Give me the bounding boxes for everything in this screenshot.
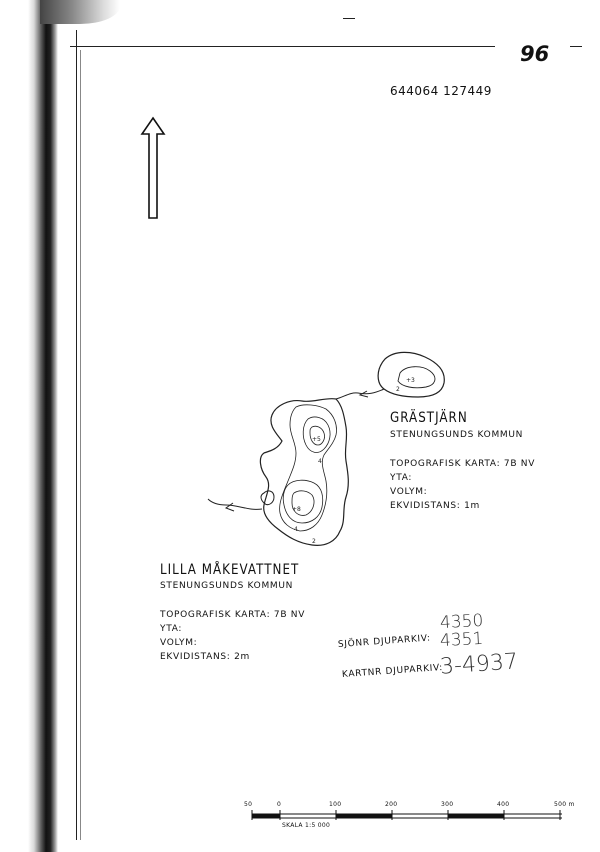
grastjarn-depth-label: 2 xyxy=(396,386,400,393)
right-dash-mark xyxy=(570,46,582,47)
grastjarn-depth-label: +3 xyxy=(406,377,415,384)
sjonr-value: 4350 xyxy=(439,610,484,634)
makevattnet-title: LILLA MÅKEVATTNET xyxy=(160,562,300,578)
makevattnet-info xyxy=(160,608,305,664)
makevattnet-depth-label: +5 xyxy=(312,436,321,443)
makevattnet-volume: VOLYM: xyxy=(160,638,198,648)
kartnr-value: 3-4937 xyxy=(439,649,519,680)
makevattnet-area: YTA: xyxy=(160,624,183,634)
scale-label: SKALA 1:5 000 xyxy=(282,822,331,829)
makevattnet-depth-label: +8 xyxy=(292,506,301,513)
scale-tick-label: 400 xyxy=(497,801,510,808)
frame-top-line xyxy=(70,46,495,47)
grastjarn-topo-map: TOPOGRAFISK KARTA: 7B NV xyxy=(390,459,536,469)
grastjarn-title: GRÄSTJÄRN xyxy=(390,410,468,426)
makevattnet-outlet-stream xyxy=(208,499,262,509)
grastjarn-area: YTA: xyxy=(390,473,413,483)
makevattnet-depth-label: 2 xyxy=(312,538,316,545)
page-number: 96 xyxy=(520,42,550,66)
scan-binding-edge xyxy=(28,0,58,852)
makevattnet-contour-interval: EKVIDISTANS: 2m xyxy=(160,652,250,662)
sjonr-label: SJÖNR DJUPARKIV: xyxy=(337,633,432,650)
makevattnet-municipality: STENUNGSUNDS KOMMUN xyxy=(160,581,294,591)
frame-left-line-inner xyxy=(80,50,81,840)
makevattnet-contour xyxy=(283,480,323,523)
grastjarn-contour xyxy=(398,367,435,388)
scale-tick-label: 50 xyxy=(244,801,253,808)
scale-tick-label: 0 xyxy=(277,801,282,808)
top-dash-mark xyxy=(343,18,355,19)
grastjarn-contour-interval: EKVIDISTANS: 1m xyxy=(390,501,480,511)
grastjarn-shoreline xyxy=(378,352,444,397)
makevattnet-depth-label: 4 xyxy=(294,526,298,533)
grastjarn-municipality: STENUNGSUNDS KOMMUN xyxy=(390,430,524,440)
grastjarn-outlet-stream xyxy=(336,389,384,399)
north-arrow-icon xyxy=(140,116,166,222)
grastjarn-volume: VOLYM: xyxy=(390,487,428,497)
lake-map xyxy=(200,345,460,555)
makevattnet-inner-shore xyxy=(280,405,337,531)
grastjarn-info xyxy=(390,457,535,513)
scale-tick-label: 500 m xyxy=(554,801,575,808)
makevattnet-topo-map: TOPOGRAFISK KARTA: 7B NV xyxy=(160,610,306,620)
makevattnet-depth-label: 4 xyxy=(318,458,322,465)
frame-left-line xyxy=(76,30,77,840)
makevattnet-contour xyxy=(303,417,330,452)
kartnr-label: KARTNR DJUPARKIV: xyxy=(341,662,444,680)
scale-tick-label: 100 xyxy=(329,801,342,808)
scale-tick-label: 200 xyxy=(385,801,398,808)
scale-bar xyxy=(240,800,580,840)
sjonr-value: 4351 xyxy=(439,628,484,652)
scan-corner-shadow xyxy=(40,0,120,24)
flow-arrow-icon xyxy=(226,503,234,511)
map-coordinates: 644064 127449 xyxy=(390,84,492,98)
scale-tick-label: 300 xyxy=(441,801,454,808)
